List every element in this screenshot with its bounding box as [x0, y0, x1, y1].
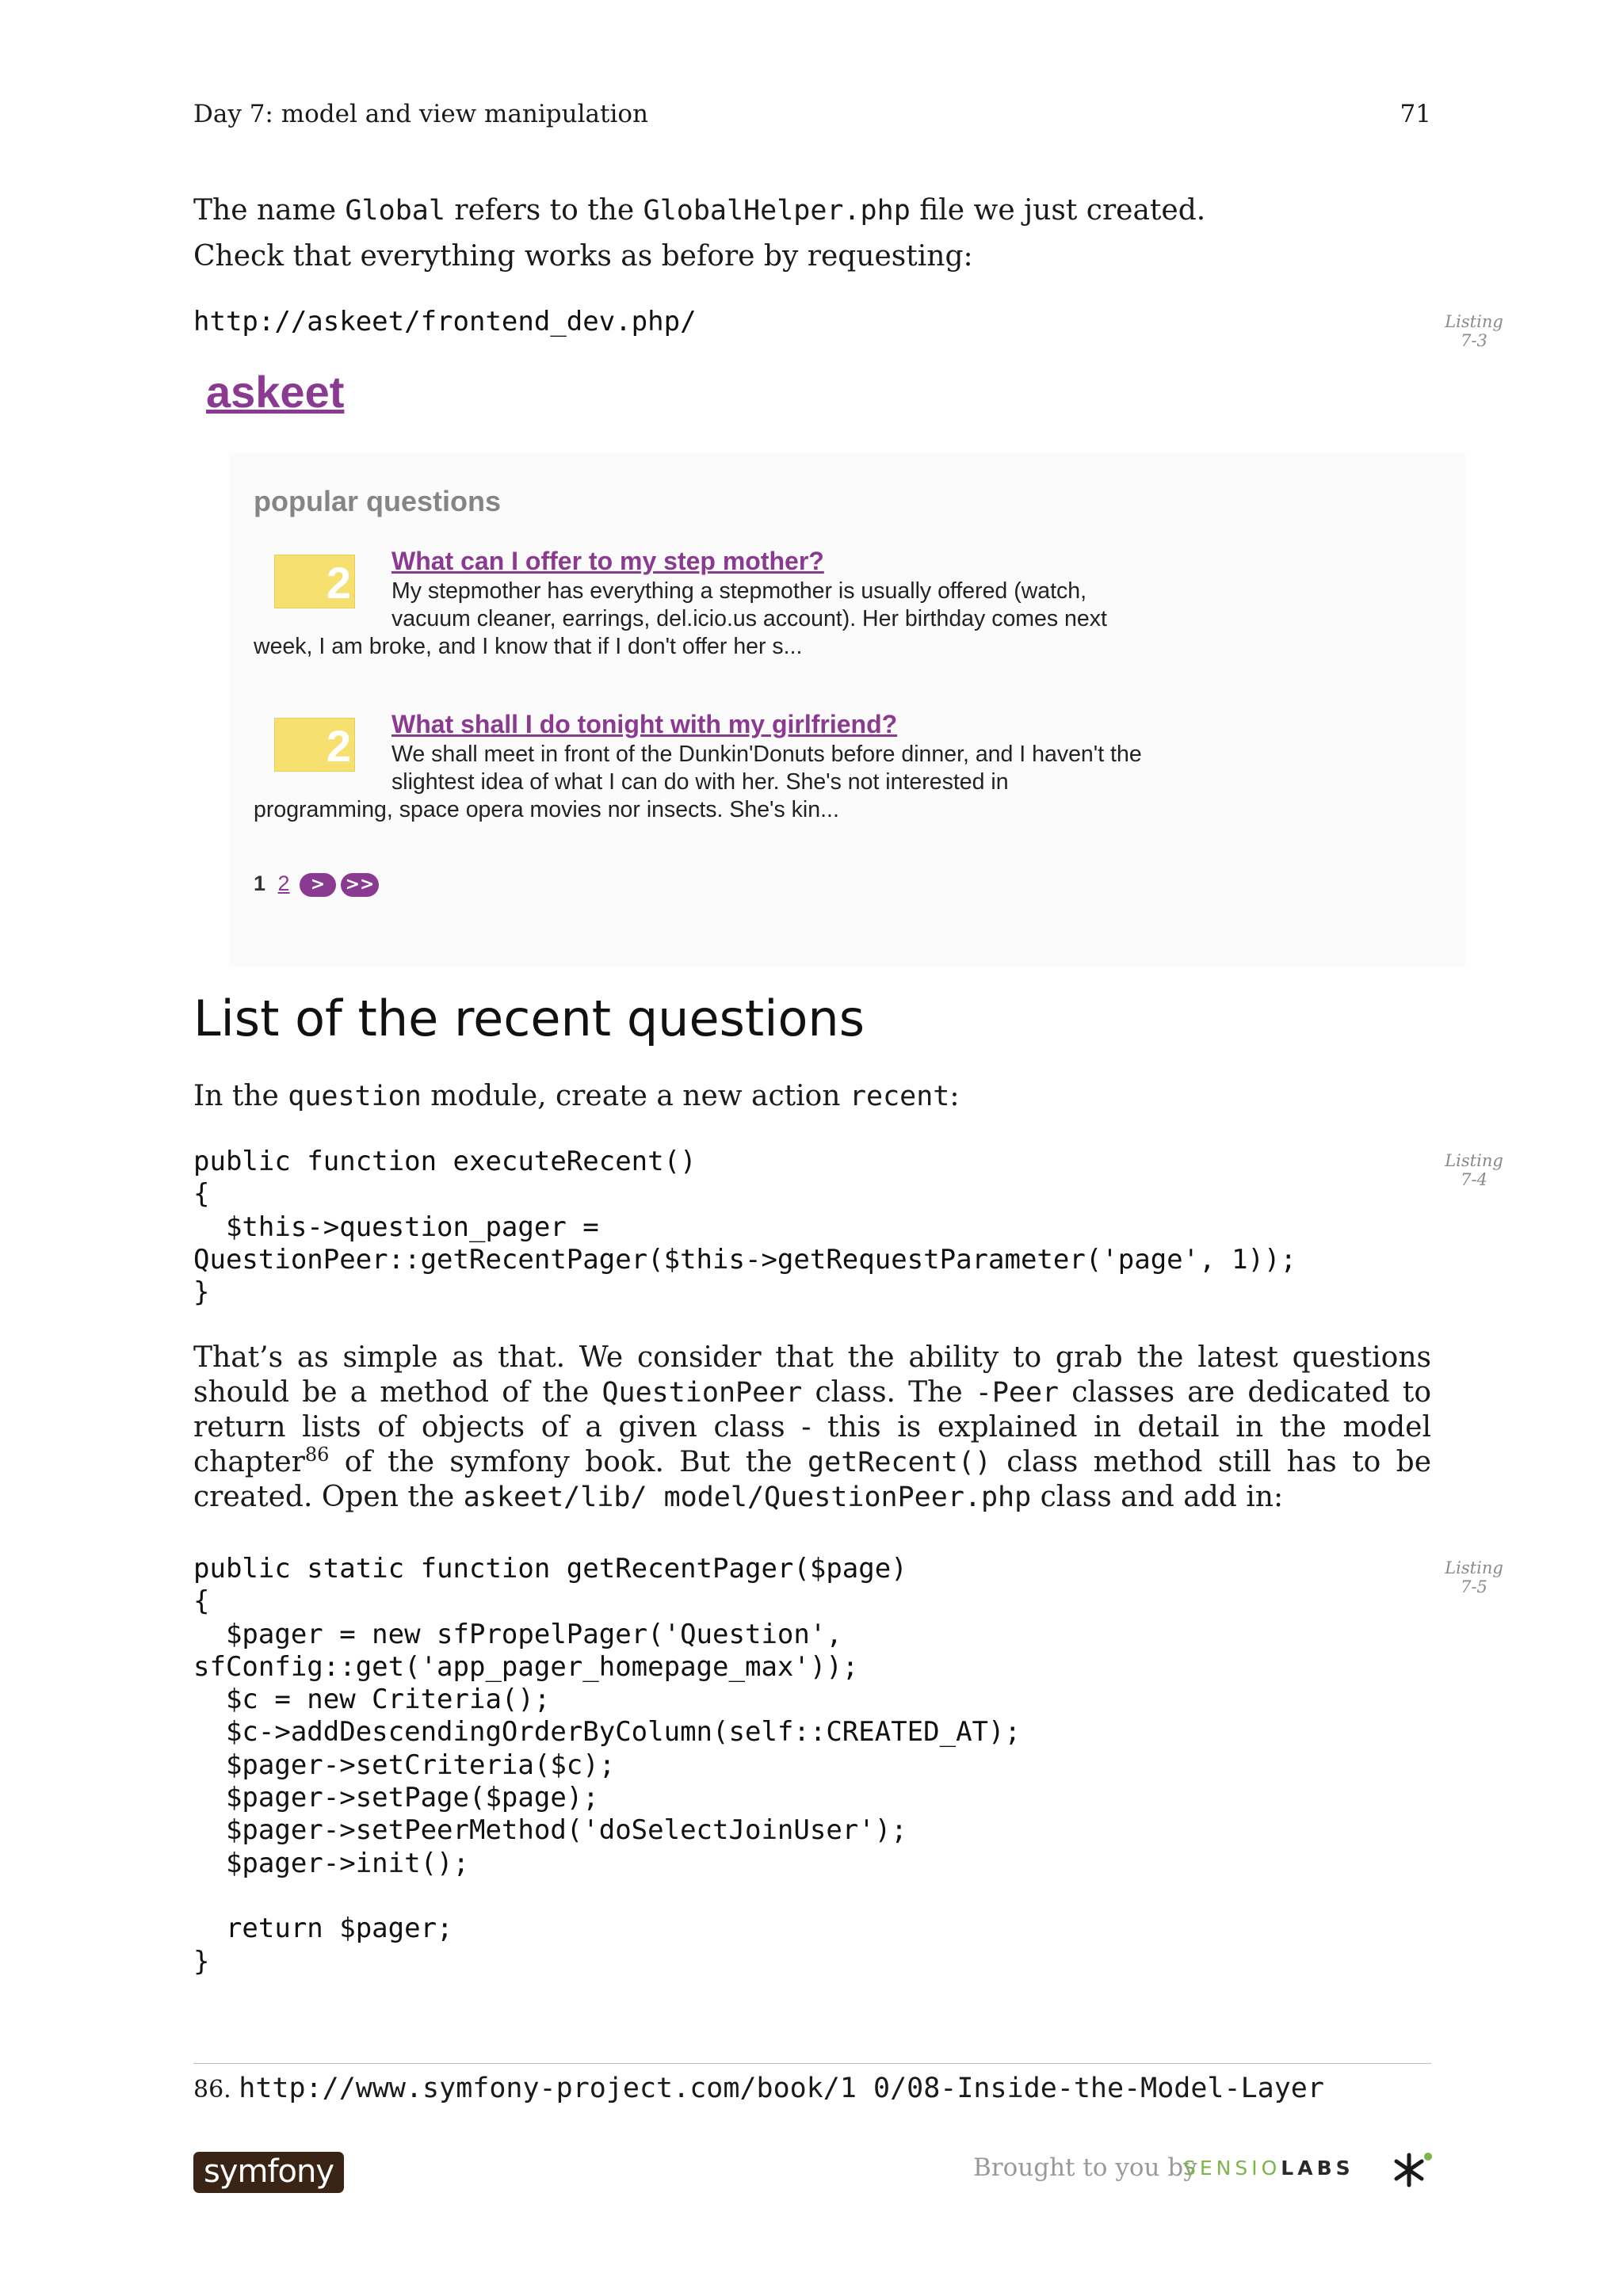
footnote-number: 86.: [193, 2076, 231, 2103]
running-header: [193, 100, 1431, 132]
inline-code: askeet/lib/ model/QuestionPeer.php: [463, 1482, 1032, 1513]
question-body-line: slightest idea of what I can do with her. She's not interested in: [391, 769, 1009, 795]
listing-label-7-3: Listing 7-3: [1445, 312, 1503, 350]
page-number: 71: [1400, 100, 1431, 128]
listing-label-7-4: Listing 7-4: [1445, 1151, 1503, 1189]
code-listing-7-4: public function executeRecent() { $this->question_pager = QuestionPeer::getRecentPager($this->getRequestParameter('page', 1)); }: [193, 1146, 1296, 1309]
brought-to-you-by: Brought to you by: [973, 2153, 1197, 2182]
listing-label-7-5: Listing 7-5: [1445, 1558, 1503, 1596]
question-body-line: programming, space opera movies nor insects. She's kin...: [254, 797, 839, 822]
inline-code: QuestionPeer: [601, 1377, 803, 1409]
intro-paragraph-2: Check that everything works as before by requesting:: [193, 240, 973, 273]
question-body-line: My stepmother has everything a stepmother is usually offered (watch,: [391, 578, 1087, 604]
intro-paragraph-1: The name Global refers to the GlobalHelper.php file we just created.: [193, 194, 1206, 227]
question-body-line: vacuum cleaner, earrings, del.icio.us account). Her birthday comes next: [391, 606, 1107, 631]
inline-code: -Peer: [975, 1377, 1060, 1409]
chapter-title: Day 7: model and view manipulation: [193, 100, 649, 128]
code-listing-7-3: http://askeet/frontend_dev.php/: [193, 306, 697, 338]
section-intro-paragraph: In the question module, create a new action recent:: [193, 1080, 960, 1112]
interest-badge: 2: [274, 555, 355, 608]
code-listing-7-5: public static function getRecentPager($page) { $pager = new sfPropelPager('Question', sfConfig::get('app_pager_homepage_max')); $c = new Criteria(); $c->addDescendingOrderByColumn(self::CREATED_AT); $pager->setCriteria($c); $pager->setPage($page); $pager->setPeerMethod('doSelectJoinUser'); $pager->init(); return $pager; }: [193, 1553, 1021, 1978]
symfony-logo: symfony: [193, 2152, 344, 2193]
sensiolabs-mark-icon: [1390, 2150, 1433, 2190]
inline-code: recent: [849, 1081, 950, 1112]
sensiolabs-logo: SENSIOLABS: [1183, 2157, 1354, 2180]
footnote-reference[interactable]: 86: [304, 1444, 330, 1466]
pager-last-button[interactable]: >>: [341, 873, 379, 897]
pager-next-button[interactable]: >: [300, 873, 336, 897]
footnote-url[interactable]: http://www.symfony-project.com/book/1 0/08-Inside-the-Model-Layer: [239, 2073, 1324, 2104]
question-title-link[interactable]: What shall I do tonight with my girlfriend?: [391, 710, 898, 738]
popular-questions-heading: popular questions: [254, 485, 502, 517]
interest-badge: 2: [274, 718, 355, 772]
footnote: [193, 2071, 1461, 2107]
pager: [254, 871, 375, 902]
question-body-line: week, I am broke, and I know that if I don't offer her s...: [254, 634, 803, 659]
inline-code: getRecent(): [808, 1447, 991, 1478]
section-title: List of the recent questions: [193, 990, 865, 1047]
inline-code: question: [288, 1081, 422, 1112]
question-title-link[interactable]: What can I offer to my step mother?: [391, 547, 824, 575]
askeet-logo[interactable]: askeet: [206, 367, 345, 417]
pager-current-page: 1: [254, 871, 266, 895]
question-body-line: We shall meet in front of the Dunkin'Donuts before dinner, and I haven't the: [391, 742, 1142, 767]
inline-code: GlobalHelper.php: [643, 195, 911, 227]
explanation-paragraph: That’s as simple as that. We consider that the ability to grab the latest questions should be a method of the QuestionPeer class. The -Peer classes are dedicated to return lists of objects of a given class - this is explained in detail in the model chapter$^{86}$ of the symfony book. But the getRecent() class method still has to be created. Open the askeet/lib/ model/QuestionPeer.php class and add in:: [193, 1341, 1431, 1513]
inline-code: Global: [345, 195, 445, 227]
footnote-divider: [193, 2063, 1431, 2064]
pager-page-link[interactable]: 2: [277, 871, 290, 895]
